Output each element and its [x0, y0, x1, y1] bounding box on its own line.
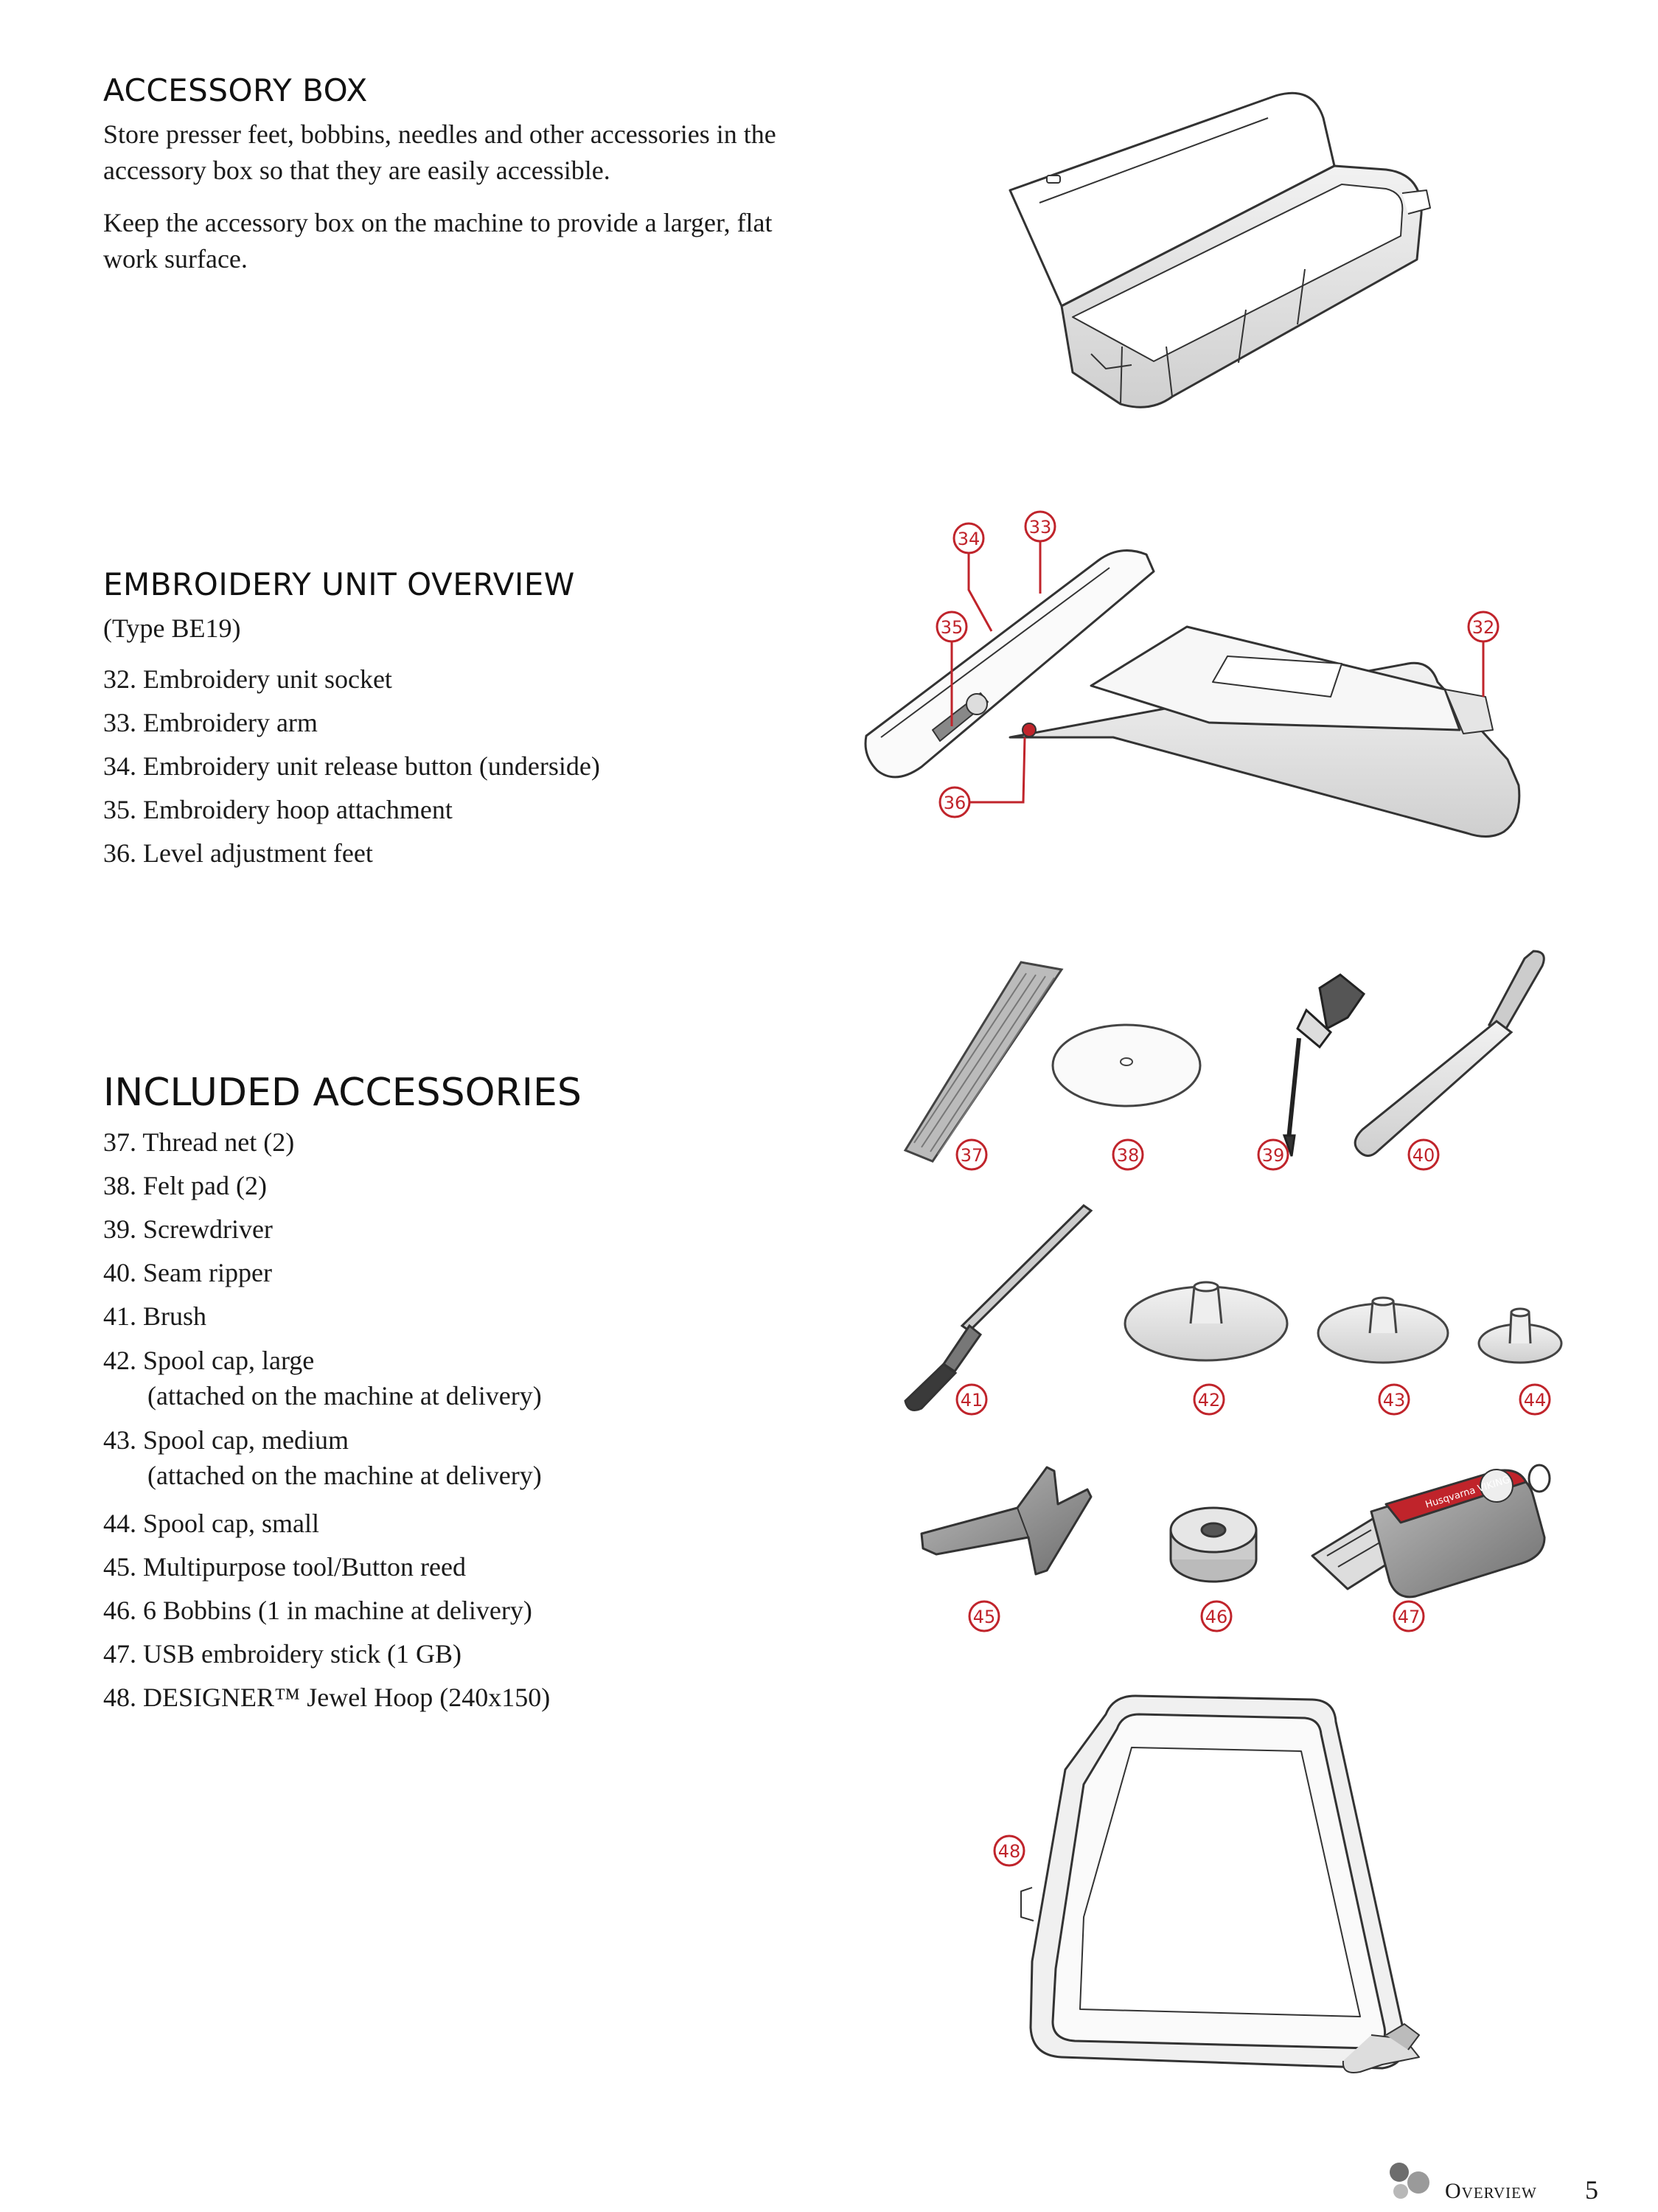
list-item: 39. Screwdriver [103, 1214, 273, 1244]
usb-brand-text: Husqvarna VIKING [1424, 1474, 1512, 1511]
multipurpose-tool-illustration [922, 1467, 1091, 1574]
callout-37 [957, 1140, 986, 1169]
svg-text:35: 35 [940, 617, 964, 638]
svg-text:36: 36 [943, 793, 966, 813]
spool-cap-large-illustration [1125, 1282, 1287, 1360]
callout-46 [1202, 1601, 1231, 1631]
callout-34 [954, 524, 983, 553]
callout-44 [1520, 1385, 1550, 1414]
footer-section-title: Overview [1445, 2179, 1537, 2203]
jewel-hoop-illustration [1021, 1696, 1419, 2073]
svg-text:33: 33 [1028, 517, 1052, 538]
screwdriver-illustration [1284, 975, 1364, 1156]
callout-45 [969, 1601, 999, 1631]
embroidery-unit-heading: EMBROIDERY UNIT OVERVIEW [103, 566, 575, 602]
svg-text:42: 42 [1197, 1390, 1221, 1411]
list-item: 35. Embroidery hoop attachment [103, 795, 453, 824]
svg-text:41: 41 [960, 1390, 983, 1411]
list-item-main: 43. Spool cap, medium [103, 1425, 349, 1455]
callout-47 [1394, 1601, 1424, 1631]
callout-42 [1194, 1385, 1224, 1414]
list-item: 32. Embroidery unit socket [103, 664, 392, 694]
usb-stick-illustration [1312, 1465, 1550, 1597]
accessory-box-paragraph-1: Store presser feet, bobbins, needles and other accessories in the accessory box so that they are easily accessible. [103, 119, 776, 185]
list-item: 36. Level adjustment feet [103, 838, 373, 868]
svg-text:34: 34 [957, 529, 980, 549]
list-item: 40. Seam ripper [103, 1258, 272, 1287]
svg-text:48: 48 [997, 1841, 1021, 1862]
list-item: 47. USB embroidery stick (1 GB) [103, 1639, 461, 1669]
list-item: 48. DESIGNER™ Jewel Hoop (240x150) [103, 1683, 551, 1712]
page-number: 5 [1585, 2175, 1598, 2205]
callout-41 [957, 1385, 986, 1414]
list-item-note: (attached on the machine at delivery) [147, 1461, 542, 1490]
list-item: 46. 6 Bobbins (1 in machine at delivery) [103, 1596, 532, 1625]
list-item: 37. Thread net (2) [103, 1127, 295, 1157]
callout-33 [1025, 512, 1055, 541]
list-item: 44. Spool cap, small [103, 1509, 319, 1538]
thread-net-illustration [905, 962, 1062, 1161]
seam-ripper-illustration [1355, 951, 1544, 1156]
callout-36 [940, 787, 969, 817]
accessory-box-illustration [1010, 93, 1430, 407]
list-item: 38. Felt pad (2) [103, 1171, 267, 1200]
callout-48 [995, 1836, 1024, 1865]
included-accessories-heading: INCLUDED ACCESSORIES [103, 1071, 582, 1115]
list-item: 34. Embroidery unit release button (underside) [103, 751, 600, 781]
svg-text:43: 43 [1382, 1390, 1406, 1411]
callout-38 [1113, 1140, 1143, 1169]
callout-40 [1409, 1140, 1438, 1169]
svg-text:44: 44 [1523, 1390, 1547, 1411]
bobbin-illustration [1171, 1508, 1256, 1582]
list-item: 41. Brush [103, 1301, 207, 1331]
footer-ornament-icon [1390, 2163, 1429, 2199]
list-item: 45. Multipurpose tool/Button reed [103, 1552, 466, 1582]
list-item-note: (attached on the machine at delivery) [147, 1381, 542, 1411]
list-item-main: 42. Spool cap, large [103, 1346, 315, 1375]
svg-text:39: 39 [1261, 1145, 1285, 1166]
svg-text:38: 38 [1116, 1145, 1140, 1166]
callout-32 [1469, 612, 1498, 641]
accessory-box-paragraph-2: Keep the accessory box on the machine to provide a larger, flat work surface. [103, 208, 773, 274]
svg-text:45: 45 [972, 1607, 996, 1627]
spool-cap-medium-illustration [1318, 1298, 1448, 1363]
embroidery-unit-type: (Type BE19) [103, 613, 241, 643]
callout-35 [937, 612, 966, 641]
callout-43 [1379, 1385, 1409, 1414]
list-item: 33. Embroidery arm [103, 708, 318, 737]
svg-text:37: 37 [960, 1145, 983, 1166]
accessory-box-heading: ACCESSORY BOX [103, 72, 368, 108]
svg-text:46: 46 [1205, 1607, 1228, 1627]
spool-cap-small-illustration [1479, 1309, 1561, 1363]
svg-text:32: 32 [1471, 617, 1495, 638]
brush-illustration [905, 1206, 1091, 1410]
felt-pad-illustration [1053, 1025, 1200, 1106]
callout-39 [1258, 1140, 1288, 1169]
svg-text:47: 47 [1397, 1607, 1421, 1627]
svg-text:40: 40 [1412, 1145, 1435, 1166]
